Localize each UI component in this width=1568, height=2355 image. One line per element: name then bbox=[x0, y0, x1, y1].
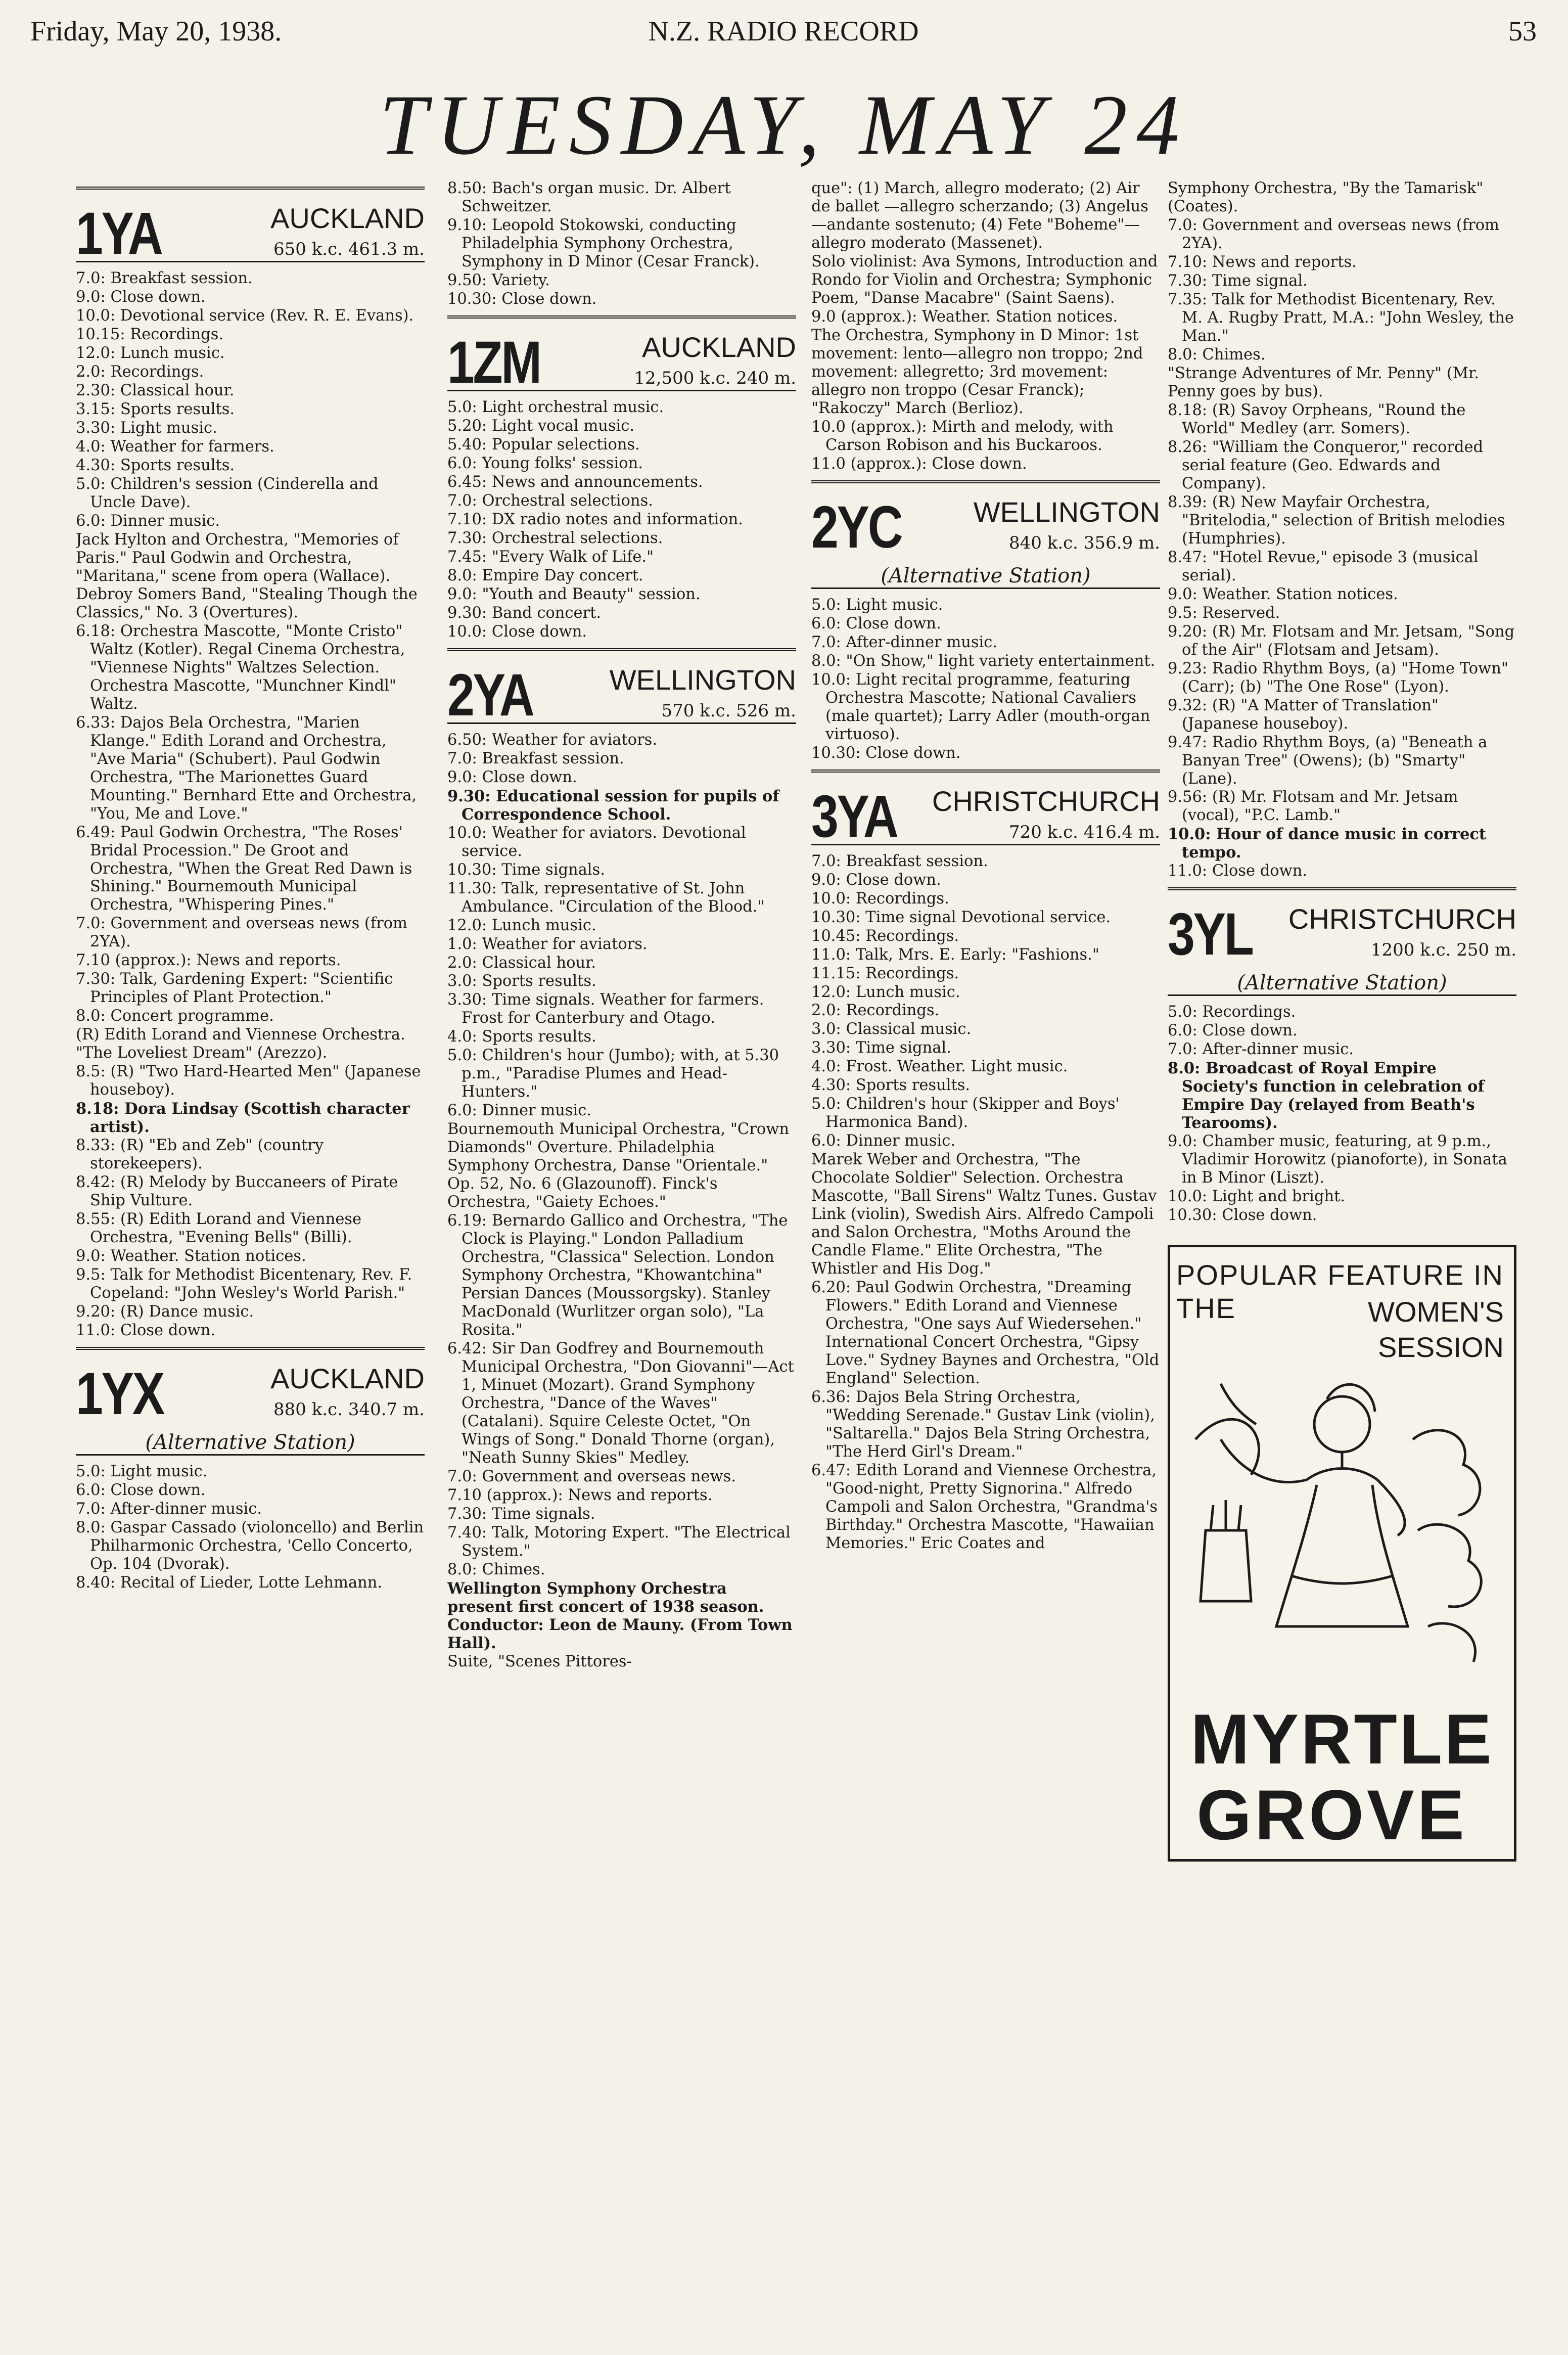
programme-entry: 8.0: Empire Day concert. bbox=[447, 566, 643, 584]
programme-entry: 10.30: Close down. bbox=[1168, 1206, 1317, 1225]
programme-entry: 11.0 (approx.): Close down. bbox=[811, 455, 1027, 473]
programme-entry: 6.0: Close down. bbox=[76, 1481, 206, 1500]
ad-brand-line-1: MYRTLE bbox=[1190, 1699, 1494, 1779]
programme-entry: 10.0: Light and bright. bbox=[1168, 1188, 1346, 1206]
programme-entry: 10.0: Light recital programme, featuring Orchestra Mascotte; National Cavaliers (male quartet); Larry Adler (mouth-organ virtuoso). bbox=[811, 670, 1150, 743]
programme-entry: 5.0: Recordings. bbox=[1168, 1003, 1296, 1021]
programme-entry: 8.0: Chimes. bbox=[447, 1560, 545, 1578]
station-city: CHRISTCHURCH bbox=[932, 785, 1160, 817]
programme-entry: 4.0: Frost. Weather. Light music. bbox=[811, 1058, 1068, 1076]
programme-entry: 3.0: Sports results. bbox=[447, 972, 596, 990]
ad-brand-line-2: GROVE bbox=[1196, 1775, 1467, 1855]
programme-entry: Bournemouth Municipal Orchestra, "Crown Diamonds" Overture. Philadelphia Symphony Orchestra, Danse "Orientale." Op. 52, No. 6 (Glazounoff). Finck's Orchestra, "Gaiety Echoes." bbox=[447, 1120, 789, 1211]
programme-entry: 7.30: Time signal. bbox=[1168, 271, 1308, 290]
programme-entry: 10.0: Hour of dance music in correct tempo. bbox=[1168, 825, 1487, 862]
programme-entry: 8.0: Broadcast of Royal Empire Society's function in celebration of Empire Day (relayed from Beath's Tearooms). bbox=[1168, 1059, 1485, 1133]
page-header bbox=[30, 15, 1537, 46]
station-code: 1ZM bbox=[447, 329, 540, 396]
schedule-list-1yx bbox=[76, 1463, 425, 1592]
programme-entry: 9.0: Weather. Station notices. bbox=[76, 1247, 306, 1265]
alternative-station-label: (Alternative Station) bbox=[145, 1431, 355, 1455]
issue-date: Friday, May 20, 1938. bbox=[30, 16, 282, 47]
programme-entry: 8.40: Recital of Lieder, Lotte Lehmann. bbox=[76, 1574, 383, 1592]
programme-entry: 7.0: Government and overseas news (from 2YA). bbox=[1168, 216, 1499, 252]
programme-entry: 9.20: (R) Dance music. bbox=[76, 1303, 254, 1321]
programme-entry: 6.0: Young folks' session. bbox=[447, 454, 643, 472]
programme-entry: 6.0: Close down. bbox=[1168, 1022, 1298, 1040]
station-header-1ya bbox=[76, 187, 425, 267]
programme-entry: 7.10: DX radio notes and information. bbox=[447, 510, 743, 528]
programme-entry: 7.0: Orchestral selections. bbox=[447, 491, 653, 510]
programme-entry: 9.50: Variety. bbox=[447, 271, 550, 289]
programme-entry: 7.30: Orchestral selections. bbox=[447, 529, 663, 547]
programme-entry: 6.33: Dajos Bela Orchestra, "Marien Klange." Edith Lorand and Orchestra, "Ave Maria" (Schubert). Paul Godwin Orchestra, "The Marionettes Guard Mounting." Bernhard Ette and Orchestra, "You, Me and Love." bbox=[76, 713, 417, 823]
programme-entry: 8.5: (R) "Two Hard-Hearted Men" (Japanese houseboy). bbox=[76, 1063, 421, 1099]
programme-entry: 7.0: After-dinner music. bbox=[76, 1500, 262, 1518]
programme-entry: 7.10 (approx.): News and reports. bbox=[76, 952, 341, 970]
programme-entry: The Orchestra, Symphony in D Minor: 1st movement: lento—allegro non troppo; 2nd movement: allegretto; 3rd movement: allegro non troppo (Cesar Franck); "Rakoczy" March (Berlioz). bbox=[811, 326, 1143, 417]
programme-entry: 6.36: Dajos Bela String Orchestra, "Wedding Serenade." Gustav Link (violin), "Saltarella." Dajos Bela String Orchestra, "The Herd Girl's Dream." bbox=[811, 1388, 1155, 1461]
station-header-3yl bbox=[1168, 887, 1516, 996]
ad-subheadline: WOMEN'S bbox=[1368, 1296, 1504, 1328]
programme-entry: 10.15: Recordings. bbox=[76, 325, 224, 343]
programme-entry: 9.5: Reserved. bbox=[1168, 604, 1280, 622]
schedule-list-1zm bbox=[447, 398, 796, 641]
programme-entry: 12.0: Lunch music. bbox=[447, 916, 596, 934]
programme-entry: 10.30: Time signals. bbox=[447, 861, 605, 879]
programme-entry: 7.0: After-dinner music. bbox=[1168, 1040, 1354, 1059]
programme-entry: 7.30: Time signals. bbox=[447, 1505, 595, 1523]
programme-entry: 6.18: Orchestra Mascotte, "Monte Cristo" Waltz (Kotler). Regal Cinema Orchestra, "Viennese Nights" Waltzes Selection. Orchestra Mascotte, "Munchner Kindl" Waltz. bbox=[76, 622, 405, 713]
programme-entry: 8.18: Dora Lindsay (Scottish character artist). bbox=[76, 1100, 410, 1137]
myrtle-grove-advertisement bbox=[1168, 1245, 1516, 1862]
alternative-station-label: (Alternative Station) bbox=[881, 564, 1091, 587]
programme-entry: 3.30: Time signals. Weather for farmers. Frost for Canterbury and Otago. bbox=[447, 991, 764, 1027]
programme-entry: 8.39: (R) New Mayfair Orchestra, "Britelodia," selection of British melodies (Humphries). bbox=[1168, 493, 1505, 548]
station-code: 3YA bbox=[811, 783, 897, 850]
programme-entry: 3.15: Sports results. bbox=[76, 400, 235, 418]
programme-entry: 7.0: Breakfast session. bbox=[447, 749, 624, 767]
page-number: 53 bbox=[1508, 16, 1537, 47]
programme-entry: 9.30: Band concert. bbox=[447, 604, 602, 622]
programme-entry: 9.10: Leopold Stokowski, conducting Philadelphia Symphony Orchestra, Symphony in D Minor (Cesar Franck). bbox=[447, 216, 760, 270]
programme-entry: 10.0: Weather for aviators. Devotional service. bbox=[447, 824, 746, 860]
schedule-list-3ya-continued bbox=[1168, 179, 1516, 880]
programme-entry: 8.50: Bach's organ music. Dr. Albert Schweitzer. bbox=[447, 179, 731, 215]
programme-entry: 10.0 (approx.): Mirth and melody, with Carson Robison and his Buckaroos. bbox=[811, 418, 1114, 454]
station-code: 2YA bbox=[447, 661, 533, 729]
programme-entry: 7.0: Breakfast session. bbox=[811, 852, 988, 870]
programme-entry: 7.0: Breakfast session. bbox=[76, 269, 253, 287]
programme-entry: Wellington Symphony Orchestra present first concert of 1938 season. Conductor: Leon de Mauny. (From Town Hall). bbox=[447, 1579, 793, 1652]
programme-entry: 5.0: Children's session (Cinderella and Uncle Dave). bbox=[76, 475, 379, 511]
station-header-1zm bbox=[447, 315, 796, 396]
station-header-3ya bbox=[811, 769, 1160, 850]
programme-entry: 12.0: Lunch music. bbox=[811, 983, 960, 1001]
programme-entry: 6.45: News and announcements. bbox=[447, 473, 703, 491]
station-code: 1YX bbox=[76, 1361, 164, 1428]
programme-entry: 5.0: Light music. bbox=[76, 1463, 208, 1481]
schedule-list-1ya bbox=[76, 269, 425, 1340]
programme-entry: 8.18: (R) Savoy Orpheans, "Round the World" Medley (arr. Somers). bbox=[1168, 401, 1466, 437]
station-frequency: 650 k.c. 461.3 m. bbox=[273, 239, 425, 259]
programme-entry: 4.30: Sports results. bbox=[76, 456, 235, 474]
programme-entry: Suite, "Scenes Pittores- bbox=[447, 1652, 632, 1670]
publication-name: N.Z. RADIO RECORD bbox=[648, 16, 919, 47]
programme-entry: 8.42: (R) Melody by Buccaneers of Pirate Ship Vulture. bbox=[76, 1173, 398, 1210]
programme-entry: 8.55: (R) Edith Lorand and Viennese Orchestra, "Evening Bells" (Billi). bbox=[76, 1210, 362, 1247]
station-frequency: 570 k.c. 526 m. bbox=[661, 700, 796, 721]
programme-entry: 9.56: (R) Mr. Flotsam and Mr. Jetsam (vocal), "P.C. Lamb." bbox=[1168, 788, 1458, 825]
station-frequency: 840 k.c. 356.9 m. bbox=[1009, 532, 1160, 553]
schedule-list-1ya-continued bbox=[447, 179, 796, 308]
station-code: 2YC bbox=[811, 493, 902, 561]
station-frequency: 880 k.c. 340.7 m. bbox=[273, 1399, 425, 1420]
station-code: 1YA bbox=[76, 200, 162, 267]
programme-entry: 3.30: Time signal. bbox=[811, 1039, 951, 1057]
programme-entry: 5.40: Popular selections. bbox=[447, 435, 640, 454]
station-frequency: 12,500 k.c. 240 m. bbox=[634, 368, 796, 388]
station-header-2yc bbox=[811, 480, 1160, 589]
programme-entry: 5.20: Light vocal music. bbox=[447, 417, 635, 435]
programme-entry: 4.0: Sports results. bbox=[447, 1028, 596, 1046]
programme-entry: 6.0: Dinner music. bbox=[447, 1102, 592, 1120]
station-city: AUCKLAND bbox=[270, 1363, 425, 1395]
programme-entry: 7.0: Government and overseas news. bbox=[447, 1468, 736, 1486]
programme-entry: 10.30: Close down. bbox=[447, 290, 597, 308]
schedule-list-2ya bbox=[447, 731, 796, 1671]
programme-entry: 10.30: Time signal Devotional service. bbox=[811, 908, 1111, 926]
programme-entry: 10.0: Recordings. bbox=[811, 889, 949, 908]
programme-entry: 3.0: Classical music. bbox=[811, 1020, 972, 1038]
station-frequency: 720 k.c. 416.4 m. bbox=[1009, 822, 1160, 842]
programme-entry: 11.15: Recordings. bbox=[811, 964, 959, 982]
programme-entry: 8.0: Chimes. bbox=[1168, 345, 1266, 364]
ad-subheadline-2: SESSION bbox=[1378, 1331, 1504, 1364]
programme-entry: 2.0: Recordings. bbox=[76, 363, 204, 381]
programme-entry: 8.0: Gaspar Cassado (violoncello) and Berlin Philharmonic Orchestra, 'Cello Concerto, Op. 104 (Dvorak). bbox=[76, 1519, 424, 1573]
programme-entry: 9.0: Close down. bbox=[447, 768, 577, 786]
programme-entry: 9.0: Chamber music, featuring, at 9 p.m., Vladimir Horowitz (pianoforte), in Sonata in B Minor (Liszt). bbox=[1168, 1133, 1507, 1187]
programme-entry: (R) Edith Lorand and Viennese Orchestra. "The Loveliest Dream" (Arezzo). bbox=[76, 1026, 405, 1062]
programme-entry: 6.0: Dinner music. bbox=[76, 512, 220, 530]
programme-entry: 7.30: Talk, Gardening Expert: "Scientific Principles of Plant Protection." bbox=[76, 970, 393, 1007]
programme-entry: 10.0: Devotional service (Rev. R. E. Evans). bbox=[76, 306, 414, 325]
programme-entry: 7.10: News and reports. bbox=[1168, 253, 1357, 271]
programme-entry: 10.45: Recordings. bbox=[811, 927, 959, 945]
programme-entry: Symphony Orchestra, "By the Tamarisk" (Coates). bbox=[1168, 179, 1484, 215]
station-city: CHRISTCHURCH bbox=[1288, 903, 1516, 935]
programme-entry: 6.0: Close down. bbox=[811, 614, 941, 632]
schedule-list-3yl bbox=[1168, 1003, 1516, 1225]
programme-entry: 7.40: Talk, Motoring Expert. "The Electrical System." bbox=[447, 1524, 791, 1560]
programme-entry: 12.0: Lunch music. bbox=[76, 344, 225, 362]
station-header-2ya bbox=[447, 648, 796, 729]
station-city: WELLINGTON bbox=[973, 495, 1160, 528]
programme-entry: 8.0: Concert programme. bbox=[76, 1007, 274, 1025]
programme-entry: 6.20: Paul Godwin Orchestra, "Dreaming Flowers." Edith Lorand and Viennese Orchestra, "One says Auf Wiedersehen." International Concert Orchestra, "Gipsy Love." Sydney Baynes and Orchestra, "Old England" Selection. bbox=[811, 1279, 1160, 1388]
programme-entry: 9.47: Radio Rhythm Boys, (a) "Beneath a Banyan Tree" (Owens); (b) "Smarty" (Lane). bbox=[1168, 733, 1488, 788]
programme-entry: "Strange Adventures of Mr. Penny" (Mr. Penny goes by bus). bbox=[1168, 364, 1479, 400]
programme-entry: 6.42: Sir Dan Godfrey and Bournemouth Municipal Orchestra, "Don Giovanni"—Act 1, Minuet (Mozart). Grand Symphony Orchestra, "Dance of the Waves" (Catalani). Squire Celeste Octet, "On Wings of Song." Donald Thorne (organ), "Neath Sunny Skies" Medley. bbox=[447, 1340, 794, 1467]
programme-entry: 11.30: Talk, representative of St. John Ambulance. "Circulation of the Blood." bbox=[447, 879, 765, 916]
programme-entry: 9.30: Educational session for pupils of Correspondence School. bbox=[447, 787, 779, 824]
station-code: 3YL bbox=[1168, 901, 1253, 968]
programme-entry: 9.20: (R) Mr. Flotsam and Mr. Jetsam, "Song of the Air" (Flotsam and Jetsam). bbox=[1168, 622, 1515, 659]
programme-entry: 9.32: (R) "A Matter of Translation" (Japanese houseboy). bbox=[1168, 696, 1439, 733]
programme-entry: 5.0: Children's hour (Skipper and Boys' Harmonica Band). bbox=[811, 1095, 1120, 1131]
station-frequency: 1200 k.c. 250 m. bbox=[1370, 940, 1516, 961]
programme-entry: 9.0: Close down. bbox=[811, 871, 941, 889]
programme-entry: 10.0: Close down. bbox=[447, 622, 587, 641]
programme-entry: 6.50: Weather for aviators. bbox=[447, 731, 658, 749]
programme-entry: Marek Weber and Orchestra, "The Chocolate Soldier" Selection. Orchestra Mascotte, "Ball Sirens" Waltz Tunes. Gustav Link (violin), Swedish Airs. Alfredo Campoli and Salon Orchestra, "Moths Around the Candle Flame." Elite Orchestra, "The Whistler and His Dog." bbox=[811, 1151, 1157, 1278]
programme-entry: 9.5: Talk for Methodist Bicentenary, Rev. F. Copeland: "John Wesley's World Parish." bbox=[76, 1266, 412, 1302]
programme-entry: 10.30: Close down. bbox=[811, 744, 961, 762]
programme-entry: 11.0: Talk, Mrs. E. Early: "Fashions." bbox=[811, 945, 1099, 964]
programme-entry: 5.0: Children's hour (Jumbo); with, at 5.30 p.m., "Paradise Plumes and Head-Hunters." bbox=[447, 1047, 779, 1101]
schedule-list-3ya bbox=[811, 852, 1160, 1553]
programme-entry: 9.0: Close down. bbox=[76, 288, 206, 306]
programme-entry: 2.30: Classical hour. bbox=[76, 381, 235, 399]
programme-entry: 8.0: "On Show," light variety entertainment. bbox=[811, 652, 1156, 670]
programme-entry: 7.0: After-dinner music. bbox=[811, 633, 998, 651]
programme-entry: 9.23: Radio Rhythm Boys, (a) "Home Town" (Carr); (b) "The One Rose" (Lyon). bbox=[1168, 659, 1508, 696]
programme-entry: 7.0: Government and overseas news (from 2YA). bbox=[76, 915, 407, 951]
programme-entry: 7.45: "Every Walk of Life." bbox=[447, 548, 654, 566]
programme-entry: 6.0: Dinner music. bbox=[811, 1132, 956, 1150]
programme-entry: Solo violinist: Ava Symons, Introduction and Rondo for Violin and Orchestra; Symphonic Poem, "Danse Macabre" (Saint Saens). bbox=[811, 252, 1158, 307]
station-city: AUCKLAND bbox=[642, 331, 796, 363]
programme-entry: 7.35: Talk for Methodist Bicentenary, Rev. M. A. Rugby Pratt, M.A.: "John Wesley, the Man." bbox=[1168, 290, 1514, 345]
column-1 bbox=[76, 179, 425, 2303]
column-4 bbox=[1168, 179, 1516, 2353]
programme-entry: 4.30: Sports results. bbox=[811, 1076, 971, 1095]
station-city: WELLINGTON bbox=[609, 663, 796, 696]
programme-entry: 8.47: "Hotel Revue," episode 3 (musical serial). bbox=[1168, 548, 1479, 584]
programme-entry: que": (1) March, allegro moderato; (2) Air de ballet —allegro scherzando; (3) Angelus—andante sostenuto; (4) Fete "Boheme"—allegro moderato (Massenet). bbox=[811, 179, 1148, 252]
programme-entry: 8.26: "William the Conqueror," recorded serial feature (Geo. Edwards and Company). bbox=[1168, 438, 1484, 492]
programme-entry: 11.0: Close down. bbox=[76, 1322, 216, 1340]
programme-entry: Jack Hylton and Orchestra, "Memories of Paris." Paul Godwin and Orchestra, "Maritana," scene from opera (Wallace). Debroy Somers Band, "Stealing Though the Classics," No. 3 (Overtures). bbox=[76, 530, 418, 621]
programme-entry: 7.10 (approx.): News and reports. bbox=[447, 1486, 713, 1505]
programme-entry: 1.0: Weather for aviators. bbox=[447, 935, 648, 953]
programme-entry: 9.0 (approx.): Weather. Station notices. bbox=[811, 307, 1118, 326]
programme-entry: 6.19: Bernardo Gallico and Orchestra, "The Clock is Playing." London Palladium Orchestra, "Classica" Selection. London Symphony Orchestra, "Khowantchina" Persian Dances (Moussorgsky). Stanley MacDonald (Wurlitzer organ solo), "La Rosita." bbox=[447, 1212, 788, 1339]
programme-entry: 6.47: Edith Lorand and Viennese Orchestra, "Good-night, Pretty Signorina." Alfredo Campoli and Salon Orchestra, "Grandma's Birthday." Orchestra Mascotte, "Hawaiian Memories." Eric Coates and bbox=[811, 1462, 1158, 1553]
programme-entry: 5.0: Light orchestral music. bbox=[447, 398, 664, 416]
programme-entry: 11.0: Close down. bbox=[1168, 862, 1308, 880]
page-title: TUESDAY, MAY 24 bbox=[379, 77, 1189, 172]
schedule-list-2yc bbox=[811, 596, 1160, 762]
programme-entry: 6.49: Paul Godwin Orchestra, "The Roses' Bridal Procession." De Groot and Orchestra, "When the Great Red Dawn is Shining." Bournemouth Municipal Orchestra, "Whispering Pines." bbox=[76, 823, 412, 914]
station-header-1yx bbox=[76, 1347, 425, 1456]
ad-headline: POPULAR FEATURE IN THE bbox=[1176, 1259, 1504, 1325]
programme-entry: 3.30: Light music. bbox=[76, 419, 217, 437]
programme-entry: 5.0: Light music. bbox=[811, 596, 943, 614]
column-2 bbox=[447, 179, 796, 2313]
station-city: AUCKLAND bbox=[270, 202, 425, 234]
programme-entry: 2.0: Classical hour. bbox=[447, 954, 596, 972]
schedule-list-2ya-continued bbox=[811, 179, 1160, 473]
programme-entry: 9.0: Weather. Station notices. bbox=[1168, 585, 1398, 603]
programme-entry: 2.0: Recordings. bbox=[811, 1002, 940, 1020]
alternative-station-label: (Alternative Station) bbox=[1237, 971, 1447, 995]
programme-entry: 4.0: Weather for farmers. bbox=[76, 437, 274, 456]
programme-entry: 9.0: "Youth and Beauty" session. bbox=[447, 585, 701, 603]
column-3 bbox=[811, 179, 1160, 2313]
woman-illustration-icon bbox=[1175, 1364, 1514, 1697]
programme-entry: 8.33: (R) "Eb and Zeb" (country storekeepers). bbox=[76, 1137, 324, 1173]
